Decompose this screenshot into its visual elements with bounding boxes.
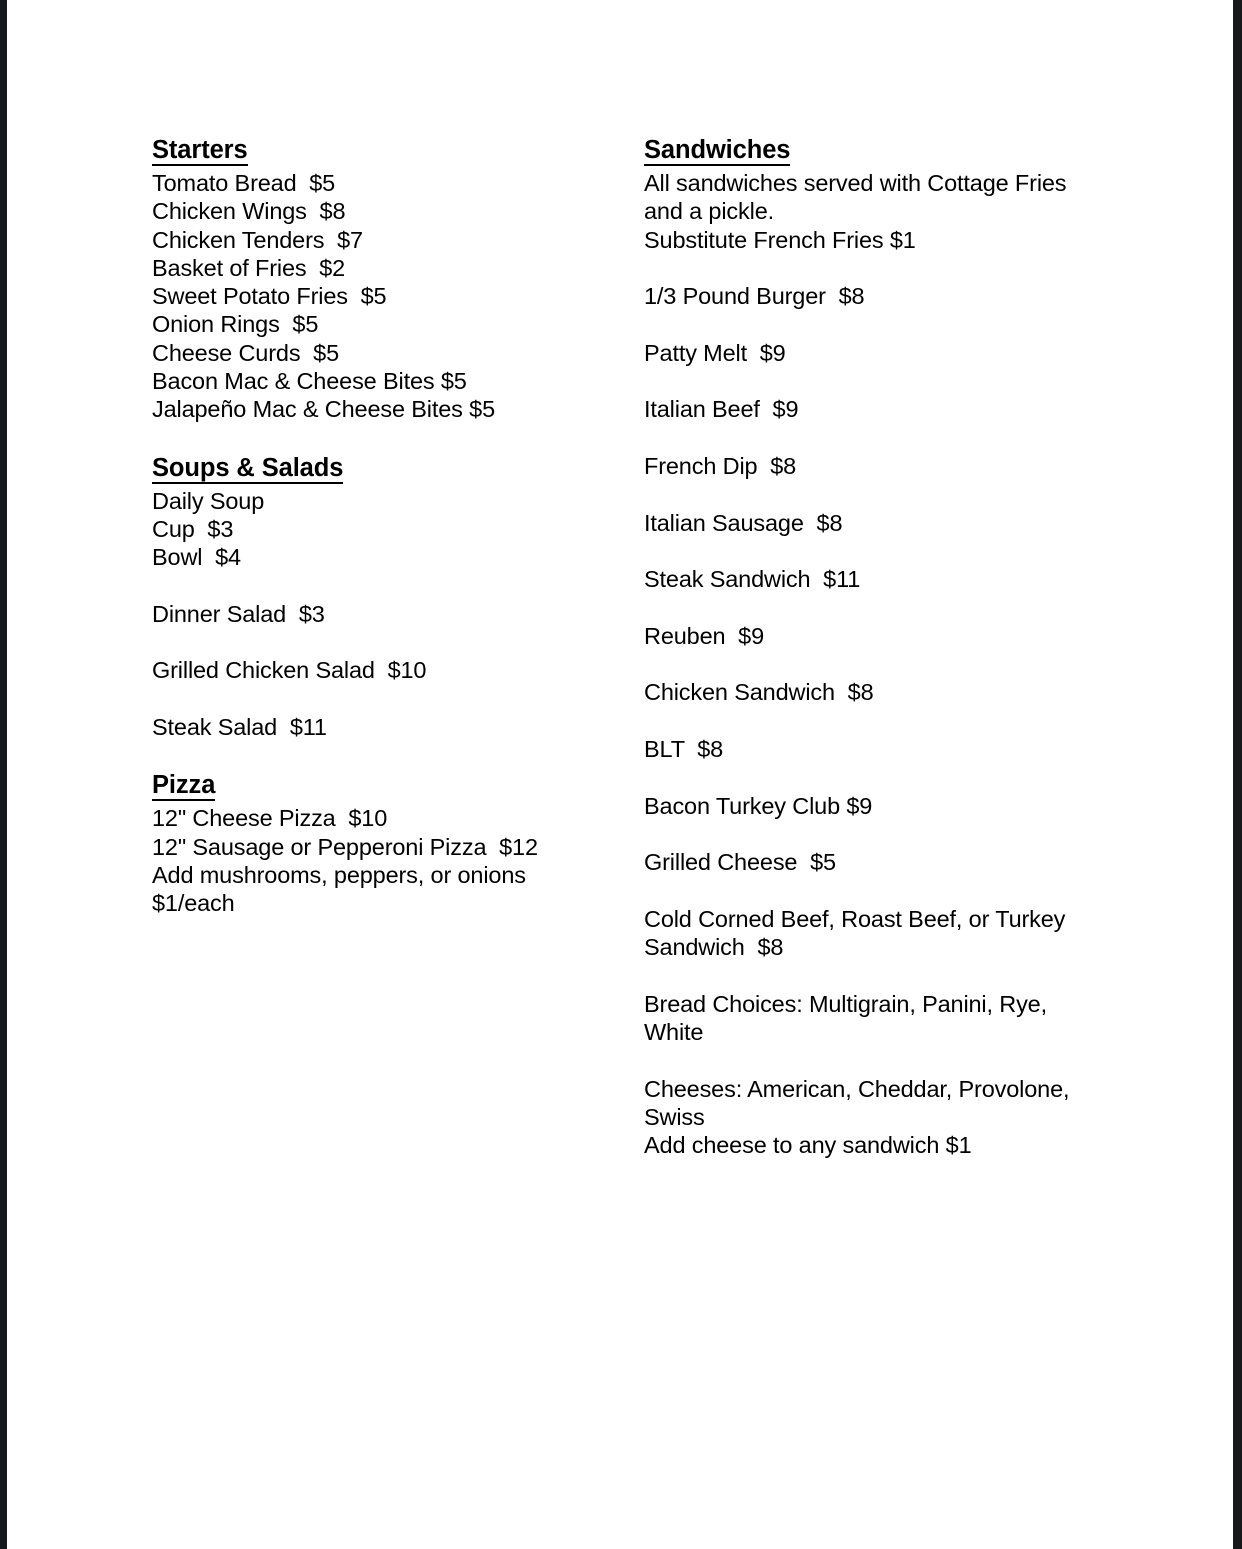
menu-line: Grilled Cheese $5 xyxy=(644,849,836,876)
menu-line: Cold Corned Beef, Roast Beef, or Turkey Sandwich $8 xyxy=(644,905,1072,961)
menu-sheet xyxy=(7,0,1233,1549)
menu-line: Patty Melt $9 xyxy=(644,339,786,366)
menu-line-spacer xyxy=(152,685,597,713)
menu-line: Add mushrooms, peppers, or onions $1/each xyxy=(152,861,539,917)
menu-column-right xyxy=(644,136,1099,1159)
menu-line: Bacon Mac & Cheese Bites $5 xyxy=(152,368,467,395)
menu-line: Chicken Wings $8 xyxy=(152,198,346,225)
left-edge-band xyxy=(0,0,7,1549)
menu-line: Steak Sandwich $11 xyxy=(644,566,861,593)
menu-line: All sandwiches served with Cottage Fries and a pickle. xyxy=(644,170,1073,225)
menu-columns xyxy=(152,136,1152,1159)
menu-line: Tomato Bread $5 xyxy=(152,170,336,196)
section-heading-pizza: Pizza xyxy=(152,771,216,800)
menu-line: Cheeses: American, Cheddar, Provolone, Swiss xyxy=(644,1075,1076,1130)
menu-line: Dinner Salad $3 xyxy=(152,600,325,627)
menu-line: Bacon Turkey Club $9 xyxy=(644,792,873,819)
menu-line: Reuben $9 xyxy=(644,622,765,649)
menu-line: 1/3 Pound Burger $8 xyxy=(644,283,865,310)
menu-line-spacer xyxy=(644,593,1099,621)
menu-line: Chicken Tenders $7 xyxy=(152,226,363,253)
menu-line: Add cheese to any sandwich $1 xyxy=(644,1132,972,1159)
section-heading-sandwiches: Sandwiches xyxy=(644,136,791,164)
menu-line: Bread Choices: Multigrain, Panini, Rye, White xyxy=(644,990,1054,1045)
menu-line: Onion Rings $5 xyxy=(152,311,319,338)
menu-line: Daily Soup xyxy=(152,487,265,514)
menu-line: 12" Cheese Pizza $10 xyxy=(152,805,388,832)
section-lines-starters xyxy=(152,169,597,424)
menu-line: Italian Beef $9 xyxy=(644,396,799,423)
menu-line-spacer xyxy=(644,424,1099,452)
menu-line: Jalapeño Mac & Cheese Bites $5 xyxy=(152,396,495,423)
section-pizza xyxy=(152,771,597,917)
section-lines-pizza xyxy=(152,804,597,917)
menu-line: Bowl $4 xyxy=(152,544,241,571)
menu-line: Chicken Sandwich $8 xyxy=(644,679,874,706)
menu-line-spacer xyxy=(644,650,1099,678)
right-edge-band xyxy=(1233,0,1242,1549)
section-soups-salads xyxy=(152,454,597,742)
menu-line: Substitute French Fries $1 xyxy=(644,226,916,253)
menu-line-spacer xyxy=(644,876,1099,904)
menu-line: 12" Sausage or Pepperoni Pizza $12 xyxy=(152,833,538,860)
menu-column-left xyxy=(152,136,597,918)
section-heading-starters: Starters xyxy=(152,136,248,164)
menu-line-spacer xyxy=(644,707,1099,735)
menu-line: Steak Salad $11 xyxy=(152,714,327,741)
section-lines-sandwiches xyxy=(644,169,1099,1159)
menu-line-spacer xyxy=(644,1046,1099,1074)
section-sandwiches xyxy=(644,136,1099,1159)
menu-line-spacer xyxy=(644,367,1099,395)
menu-line-spacer xyxy=(644,763,1099,791)
menu-line-spacer xyxy=(644,961,1099,989)
menu-line: French Dip $8 xyxy=(644,452,797,479)
menu-line-spacer xyxy=(644,310,1099,338)
menu-line: Cup $3 xyxy=(152,515,234,542)
menu-line-spacer xyxy=(644,537,1099,565)
menu-line: Cheese Curds $5 xyxy=(152,339,340,366)
menu-line-spacer xyxy=(644,820,1099,848)
section-heading-soups-salads: Soups & Salads xyxy=(152,453,344,482)
menu-line-spacer xyxy=(152,628,597,656)
menu-line: Italian Sausage $8 xyxy=(644,509,843,536)
menu-line-spacer xyxy=(152,572,597,600)
menu-line: Grilled Chicken Salad $10 xyxy=(152,657,427,684)
section-lines-soups-salads xyxy=(152,487,597,742)
menu-line: Basket of Fries $2 xyxy=(152,254,346,281)
menu-line: BLT $8 xyxy=(644,735,724,762)
section-starters xyxy=(152,136,597,424)
menu-line-spacer xyxy=(644,480,1099,508)
menu-line-spacer xyxy=(644,254,1099,282)
menu-line: Sweet Potato Fries $5 xyxy=(152,283,387,310)
